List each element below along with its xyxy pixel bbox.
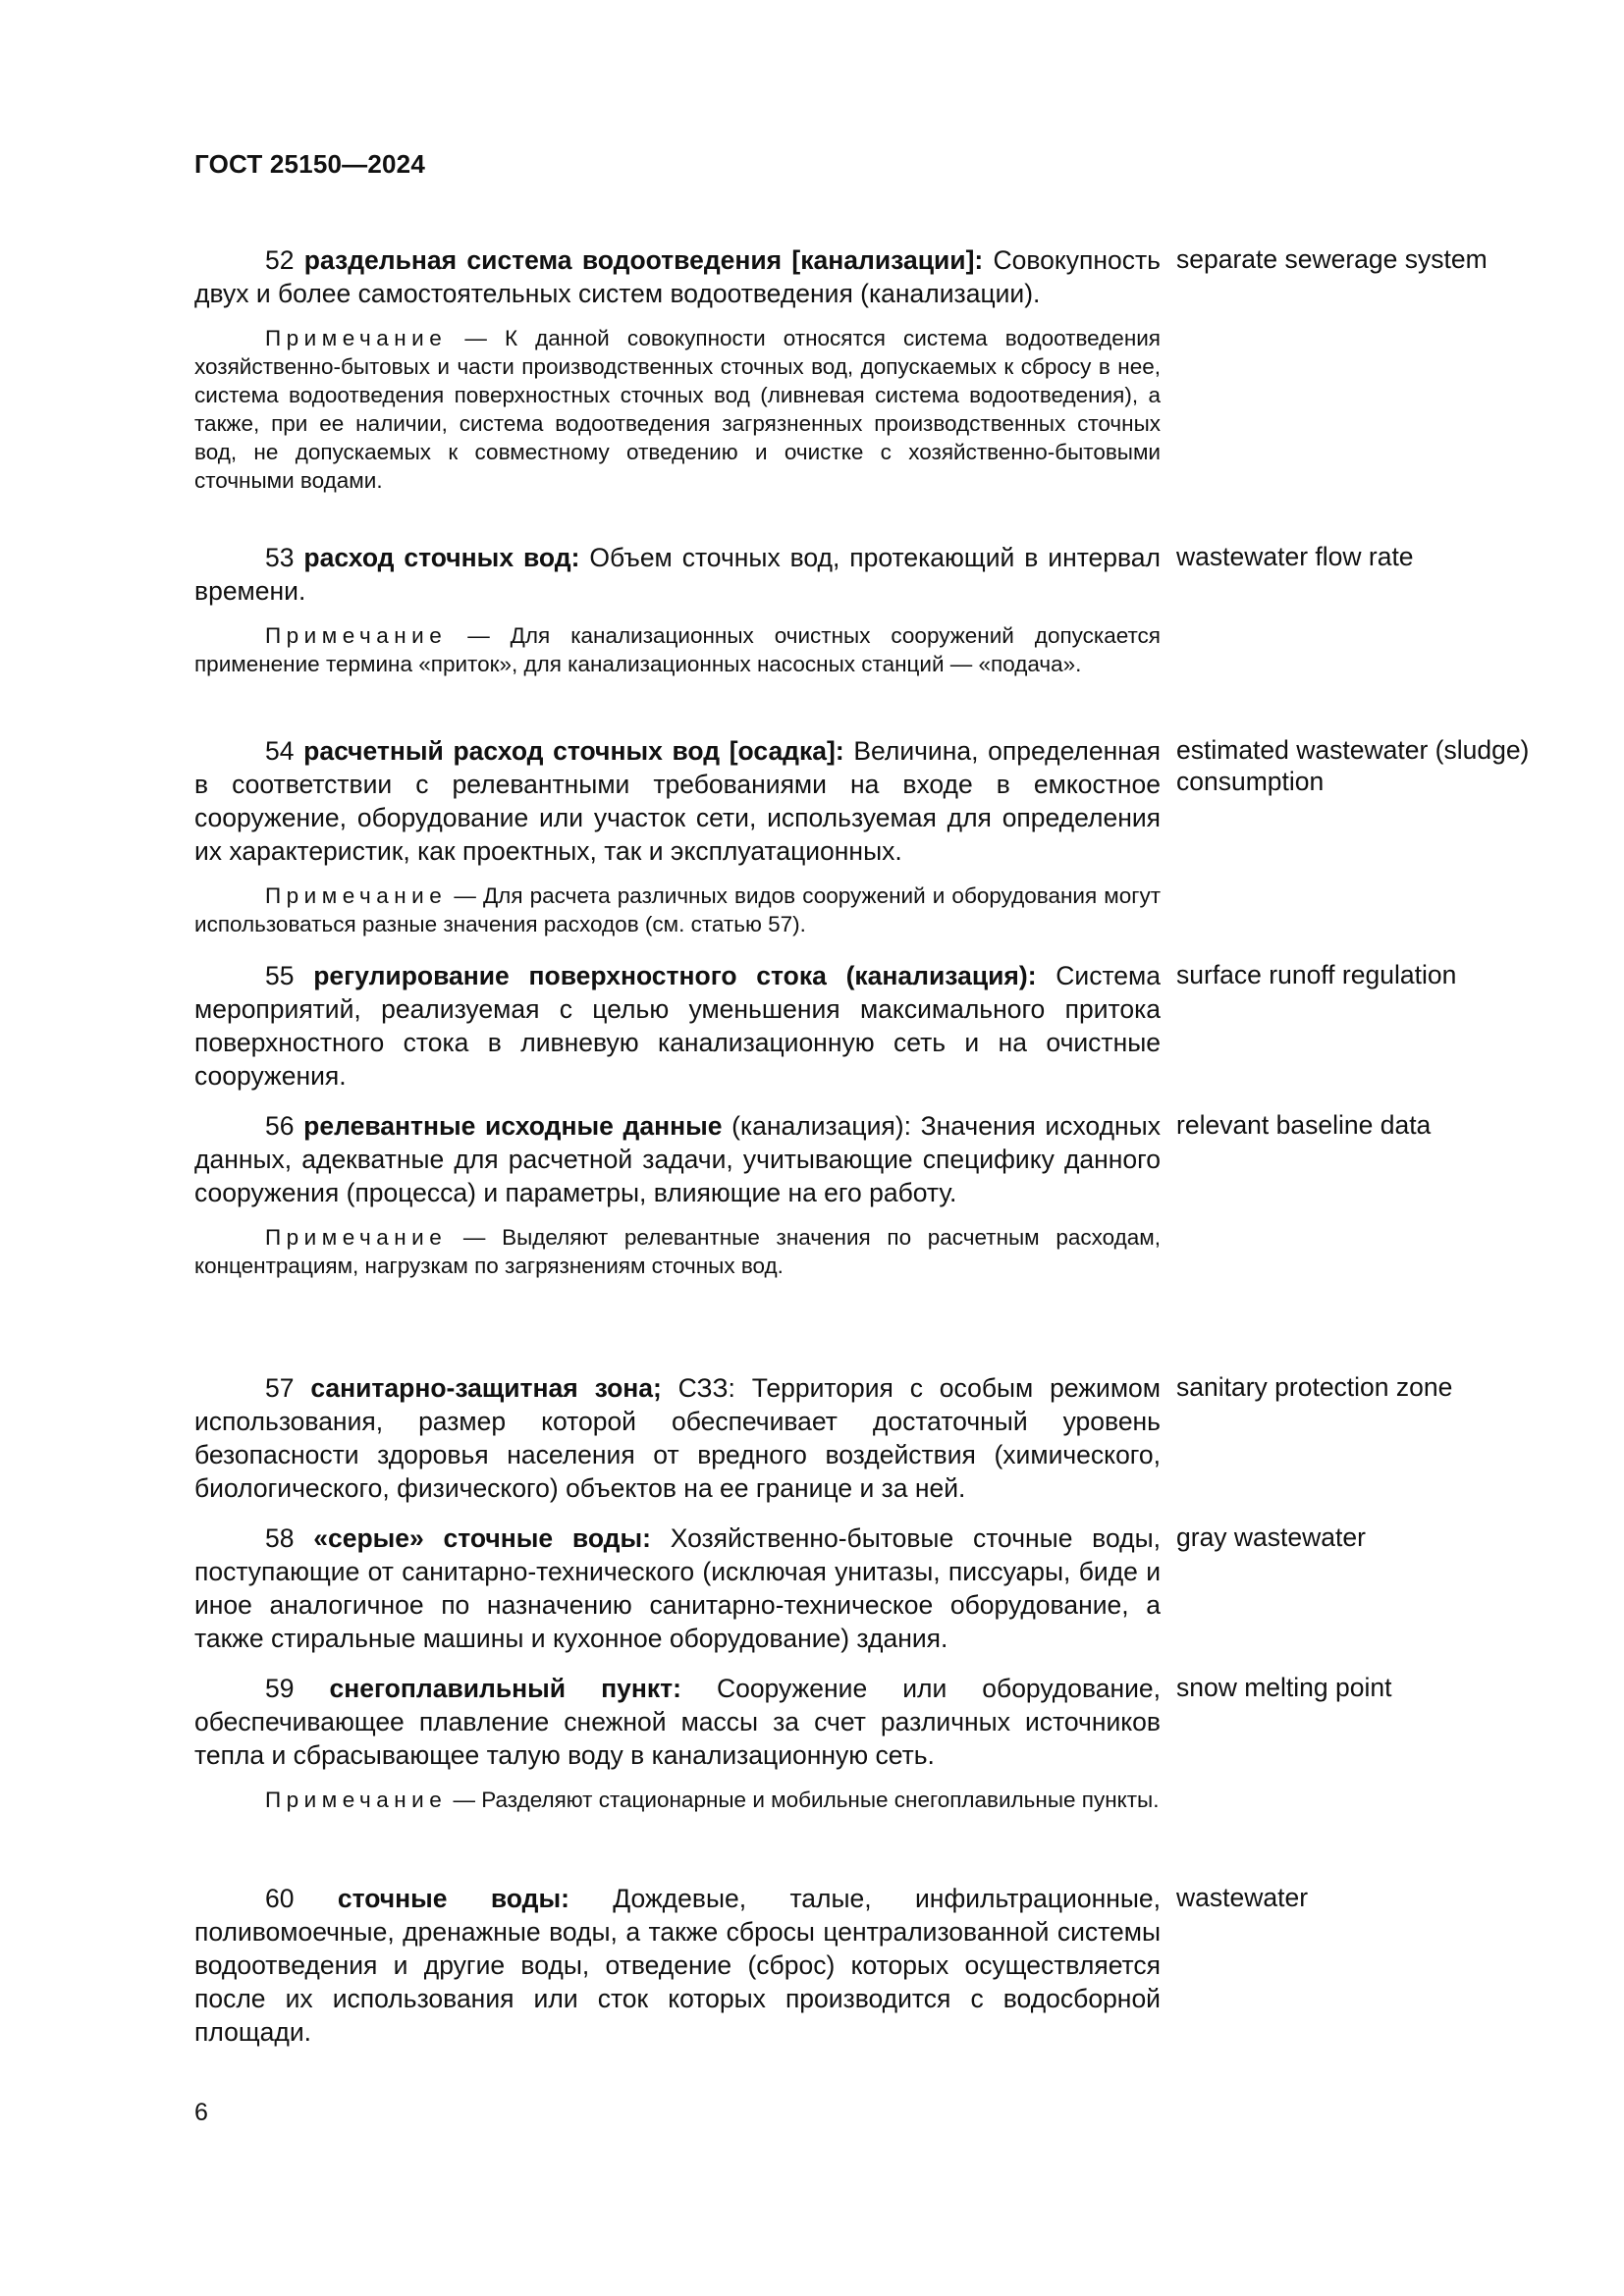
term-definition	[194, 959, 1161, 1093]
term-definition-text: Величина, определенная в соответствии с релевантными требованиями на входе в емкостное сооружение, оборудование или участок сети, используемая для определения их характеристик, как проектных, так и эксплуатационных.	[194, 736, 1161, 866]
term-english: snow melting point	[1176, 1673, 1392, 1702]
term-name: снегоплавильный пункт:	[329, 1674, 681, 1703]
term-definition-text: Объем сточных вод, протекающий в интервал времени.	[194, 543, 1161, 606]
term-entry-55	[194, 959, 1616, 1093]
term-definition-text: (канализация): Значения исходных данных, адекватные для расчетной задачи, учитывающие специфику данного сооружения (процесса) и параметры, влияющие на его работу.	[194, 1111, 1161, 1207]
term-english: estimated wastewater (sludge) consumption	[1176, 735, 1530, 796]
term-entry-57	[194, 1371, 1616, 1505]
term-number: 55	[265, 961, 295, 990]
term-entry-56	[194, 1109, 1616, 1280]
term-definition	[194, 541, 1161, 608]
term-name: «серые» сточные воды:	[313, 1523, 651, 1553]
term-definition	[194, 1371, 1161, 1505]
term-number: 56	[265, 1111, 295, 1141]
term-note	[194, 881, 1161, 938]
note-label: Примечание	[265, 326, 448, 350]
term-definition-text: Дождевые, талые, инфильтрационные, поливомоечные, дренажные воды, а также сбросы централизованной системы водоотведения и другие воды, отведение (сброс) которых осуществляется после их использования или сток которых производится с водосборной площади.	[194, 1884, 1161, 2047]
term-name: сточные воды:	[337, 1884, 569, 1913]
note-text: — Для расчета различных видов сооружений и оборудования могут использоваться разные значения расходов (см. статью 57).	[194, 883, 1161, 936]
term-entry-58	[194, 1522, 1616, 1655]
note-text: — Разделяют стационарные и мобильные снегоплавильные пункты.	[447, 1788, 1160, 1812]
term-definition-text: Совокупность двух и более самостоятельных систем водоотведения (канализации).	[194, 245, 1161, 308]
term-definition	[194, 734, 1161, 868]
note-text: — Выделяют релевантные значения по расчетным расходам, концентрациям, нагрузкам по загрязнениям сточных вод.	[194, 1225, 1161, 1278]
term-definition-text: Сооружение или оборудование, обеспечивающее плавление снежной массы за счет различных источников тепла и сбрасывающее талую воду в канализационную сеть.	[194, 1674, 1162, 1770]
term-number: 59	[265, 1674, 295, 1703]
term-definition-text: Система мероприятий, реализуемая с целью уменьшения максимального притока поверхностного стока в ливневую канализационную сеть и на очистные сооружения.	[194, 961, 1161, 1091]
term-note	[194, 1786, 1161, 1814]
term-name: раздельная система водоотведения [канализации]:	[303, 245, 984, 275]
term-english: relevant baseline data	[1176, 1110, 1432, 1140]
term-note	[194, 621, 1161, 678]
note-text: — Для канализационных очистных сооружений допускается применение термина «приток», для канализационных насосных станций — «подача».	[194, 623, 1161, 676]
term-name: расход сточных вод:	[303, 543, 580, 572]
term-english: surface runoff regulation	[1176, 960, 1457, 989]
term-definition-text: Хозяйственно-бытовые сточные воды, поступающие от санитарно-технического (исключая унитазы, писсуары, биде и иное аналогичное по назначению санитарно-техническое оборудование, а также стиральные машины и кухонное оборудование) здания.	[194, 1523, 1161, 1653]
note-label: Примечание	[265, 623, 448, 648]
note-text: — К данной совокупности относятся система водоотведения хозяйственно-бытовых и части производственных сточных вод, допускаемых к сбросу в нее, система водоотведения поверхностных сточных вод (ливневая система водоотведения), а также, при ее наличии, система водоотведения загрязненных производственных сточных вод, не допускаемых к совместному отведению и очистке с хозяйственно-бытовыми сточными водами.	[194, 326, 1161, 493]
term-english: wastewater flow rate	[1176, 542, 1414, 571]
term-definition	[194, 1882, 1161, 2049]
term-entry-52	[194, 243, 1616, 495]
term-number: 60	[265, 1884, 295, 1913]
page-number: 6	[194, 2099, 208, 2126]
term-number: 54	[265, 736, 295, 766]
term-english: gray wastewater	[1176, 1522, 1366, 1552]
term-number: 57	[265, 1373, 295, 1403]
term-definition	[194, 1522, 1161, 1655]
term-english: sanitary protection zone	[1176, 1372, 1453, 1402]
term-definition	[194, 1672, 1161, 1772]
note-label: Примечание	[265, 1788, 448, 1812]
note-label: Примечание	[265, 883, 448, 908]
term-definition	[194, 243, 1161, 310]
term-number: 53	[265, 543, 295, 572]
term-note	[194, 1223, 1161, 1280]
document-header: ГОСТ 25150—2024	[194, 149, 425, 179]
note-label: Примечание	[265, 1225, 448, 1250]
term-name: расчетный расход сточных вод [осадка]:	[303, 736, 844, 766]
term-english: separate sewerage system	[1176, 244, 1488, 274]
term-definition	[194, 1109, 1161, 1209]
term-number: 58	[265, 1523, 295, 1553]
term-number: 52	[265, 245, 295, 275]
term-note	[194, 324, 1161, 495]
term-entry-59	[194, 1672, 1616, 1814]
term-entry-54	[194, 734, 1616, 938]
term-entry-60	[194, 1882, 1616, 2049]
term-english: wastewater	[1176, 1883, 1309, 1912]
term-entry-53	[194, 541, 1616, 678]
term-definition-text: СЗЗ: Территория с особым режимом использования, размер которой обеспечивает достаточный уровень безопасности здоровья населения от вредного воздействия (химического, биологического, физического) объектов на ее границе и за ней.	[194, 1373, 1161, 1503]
term-name: регулирование поверхностного стока (канализация):	[313, 961, 1037, 990]
term-name: санитарно-защитная зона;	[310, 1373, 662, 1403]
term-name: релевантные исходные данные	[303, 1111, 723, 1141]
